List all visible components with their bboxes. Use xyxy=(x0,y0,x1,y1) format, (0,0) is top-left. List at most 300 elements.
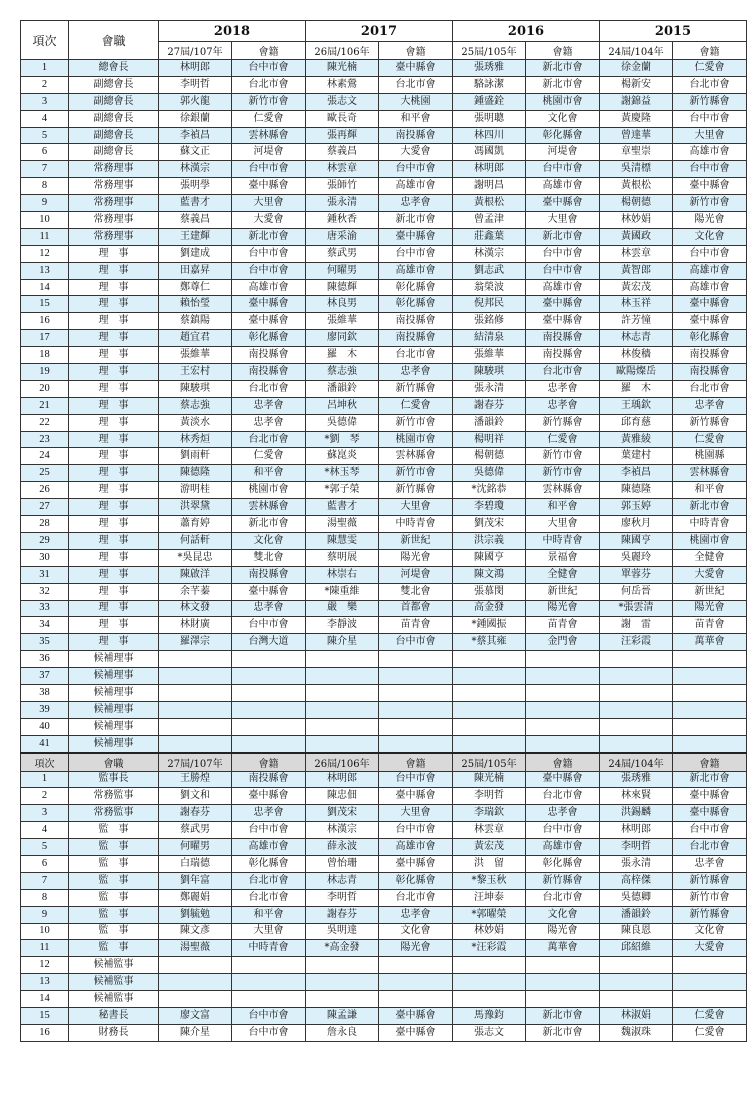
region-2015: 大愛會 xyxy=(673,940,747,957)
table-row xyxy=(21,195,747,212)
table-row xyxy=(21,448,747,465)
name-2016: 曾孟津 xyxy=(453,212,526,229)
role-cell: 監 事 xyxy=(69,839,159,856)
name-2015 xyxy=(600,974,673,991)
role-cell: 副總會長 xyxy=(69,144,159,161)
name-2016: 劉志武 xyxy=(453,262,526,279)
region-2017: 臺中縣會 xyxy=(379,60,453,77)
name-2017: 嚴 樂 xyxy=(306,600,379,617)
name-2017: 蔡義昌 xyxy=(306,144,379,161)
region-2016: 雲林縣會 xyxy=(526,482,600,499)
role-cell: 理 事 xyxy=(69,245,159,262)
name-2017: 何曜男 xyxy=(306,262,379,279)
name-2018 xyxy=(159,684,232,701)
name-2018 xyxy=(159,701,232,718)
role-cell: 監 事 xyxy=(69,872,159,889)
table-row xyxy=(21,805,747,822)
region-2015 xyxy=(673,991,747,1008)
index-cell: 29 xyxy=(21,532,69,549)
name-2016: 張琇雅 xyxy=(453,60,526,77)
region-2015: 台北市會 xyxy=(673,380,747,397)
index-cell: 2 xyxy=(21,76,69,93)
table-row xyxy=(21,178,747,195)
region-2015 xyxy=(673,718,747,735)
region-2016: 陽光會 xyxy=(526,600,600,617)
index-cell: 3 xyxy=(21,805,69,822)
region-2018: 臺中縣會 xyxy=(232,788,306,805)
region-2016: 台北市會 xyxy=(526,364,600,381)
table-row xyxy=(21,974,747,991)
role-cell: 候補理事 xyxy=(69,684,159,701)
name-2018: 白瑞德 xyxy=(159,855,232,872)
region-2015: 忠孝會 xyxy=(673,397,747,414)
region-2015: 新竹縣會 xyxy=(673,872,747,889)
role-cell: 理 事 xyxy=(69,465,159,482)
region-2016: 忠孝會 xyxy=(526,805,600,822)
role-cell: 常務理事 xyxy=(69,178,159,195)
name-2016 xyxy=(453,651,526,668)
name-2017: 藍書才 xyxy=(306,499,379,516)
name-2016 xyxy=(453,718,526,735)
name-2015: 章聖崇 xyxy=(600,144,673,161)
region-2015: 臺中縣會 xyxy=(673,296,747,313)
role-cell: 理 事 xyxy=(69,549,159,566)
table-row xyxy=(21,380,747,397)
term-header: 27屆/107年 xyxy=(159,753,232,772)
index-cell: 6 xyxy=(21,144,69,161)
table-row xyxy=(21,822,747,839)
name-2015: 黃宏茂 xyxy=(600,279,673,296)
name-2018: 張維華 xyxy=(159,347,232,364)
role-cell: 監 事 xyxy=(69,940,159,957)
region-2017: 忠孝會 xyxy=(379,195,453,212)
name-2018: 陳文彥 xyxy=(159,923,232,940)
index-cell: 13 xyxy=(21,974,69,991)
table-row xyxy=(21,499,747,516)
role-cell: 理 事 xyxy=(69,499,159,516)
role-cell: 理 事 xyxy=(69,516,159,533)
index-cell: 34 xyxy=(21,617,69,634)
region-2015: 南投縣會 xyxy=(673,364,747,381)
role-cell: 理 事 xyxy=(69,347,159,364)
name-2016: 馮國凱 xyxy=(453,144,526,161)
name-2017: 吳明達 xyxy=(306,923,379,940)
index-cell: 14 xyxy=(21,991,69,1008)
role-cell: 秘書長 xyxy=(69,1007,159,1024)
table-row xyxy=(21,347,747,364)
region-2015: 新竹縣會 xyxy=(673,906,747,923)
region-2017: 南投縣會 xyxy=(379,127,453,144)
role-cell: 理 事 xyxy=(69,482,159,499)
name-2018: 游明桂 xyxy=(159,482,232,499)
region-2017: 臺中縣會 xyxy=(379,788,453,805)
name-2016: 翁榮波 xyxy=(453,279,526,296)
region-2016: 南投縣會 xyxy=(526,330,600,347)
role-cell: 理 事 xyxy=(69,313,159,330)
region-2017: 彰化縣會 xyxy=(379,872,453,889)
index-cell: 3 xyxy=(21,93,69,110)
region-2015 xyxy=(673,651,747,668)
name-2017: 陳介星 xyxy=(306,634,379,651)
region-2016: 台北市會 xyxy=(526,889,600,906)
role-cell: 理 事 xyxy=(69,617,159,634)
region-2018: 桃園市會 xyxy=(232,482,306,499)
name-2016: 楊朝德 xyxy=(453,448,526,465)
region-2016: 和平會 xyxy=(526,499,600,516)
region-2018: 文化會 xyxy=(232,532,306,549)
table-row xyxy=(21,245,747,262)
name-2018: 何話軒 xyxy=(159,532,232,549)
index-cell: 23 xyxy=(21,431,69,448)
role-cell: 理 事 xyxy=(69,279,159,296)
region-2018: 南投縣會 xyxy=(232,771,306,788)
region-2016 xyxy=(526,651,600,668)
region-2016: 苗青會 xyxy=(526,617,600,634)
region-2018: 南投縣會 xyxy=(232,364,306,381)
name-2018: 郭火龍 xyxy=(159,93,232,110)
name-2015: 郭玉婷 xyxy=(600,499,673,516)
region-2016 xyxy=(526,991,600,1008)
region-2018: 大里會 xyxy=(232,923,306,940)
name-2016: 張慕閔 xyxy=(453,583,526,600)
name-2015: 黃國政 xyxy=(600,228,673,245)
name-2018: 林明郎 xyxy=(159,60,232,77)
name-2016: 陳駿琪 xyxy=(453,364,526,381)
name-2015: 林明郎 xyxy=(600,822,673,839)
index-cell: 8 xyxy=(21,889,69,906)
table-row xyxy=(21,110,747,127)
name-2017: *高金發 xyxy=(306,940,379,957)
region-2015: 大愛會 xyxy=(673,566,747,583)
region-2017 xyxy=(379,684,453,701)
name-2015: 徐金蘭 xyxy=(600,60,673,77)
name-2018: 陳駿琪 xyxy=(159,380,232,397)
region-2017: 彰化縣會 xyxy=(379,296,453,313)
region-2015 xyxy=(673,735,747,752)
name-2015: 廖秋月 xyxy=(600,516,673,533)
index-cell: 5 xyxy=(21,839,69,856)
region-2018: 台中市會 xyxy=(232,1007,306,1024)
index-cell: 1 xyxy=(21,771,69,788)
name-2018: 劉建成 xyxy=(159,245,232,262)
name-2015: 張琇雅 xyxy=(600,771,673,788)
name-2017: 謝春芬 xyxy=(306,906,379,923)
region-2016: 台中市會 xyxy=(526,822,600,839)
table-row xyxy=(21,228,747,245)
name-2016: 謝春芬 xyxy=(453,397,526,414)
name-2018: 劉年富 xyxy=(159,872,232,889)
role-cell: 理 事 xyxy=(69,397,159,414)
region-2018: 忠孝會 xyxy=(232,805,306,822)
table-row xyxy=(21,940,747,957)
region-2016: 臺中縣會 xyxy=(526,195,600,212)
region-2016: 忠孝會 xyxy=(526,397,600,414)
name-2017: 詹永良 xyxy=(306,1024,379,1041)
region-2017: 大里會 xyxy=(379,499,453,516)
region-2018: 台北市會 xyxy=(232,76,306,93)
region-2015: 台中市會 xyxy=(673,822,747,839)
region-2016: 高雄市會 xyxy=(526,839,600,856)
name-2017: 吳德偉 xyxy=(306,414,379,431)
name-2016 xyxy=(453,991,526,1008)
role-cell: 監 事 xyxy=(69,923,159,940)
region-2015: 新竹市會 xyxy=(673,195,747,212)
name-2018: 田嘉昇 xyxy=(159,262,232,279)
index-cell: 11 xyxy=(21,228,69,245)
name-2018: 何曜男 xyxy=(159,839,232,856)
region-2018: 台中市會 xyxy=(232,245,306,262)
index-cell: 8 xyxy=(21,178,69,195)
region-2015: 仁愛會 xyxy=(673,431,747,448)
region-2017: 台北市會 xyxy=(379,347,453,364)
region-2016: 新北市會 xyxy=(526,1024,600,1041)
name-2015 xyxy=(600,668,673,685)
role-cell: 理 事 xyxy=(69,330,159,347)
region-2015: 高雄市會 xyxy=(673,144,747,161)
table-row xyxy=(21,212,747,229)
table-row xyxy=(21,600,747,617)
region-2018: 台北市會 xyxy=(232,431,306,448)
name-2015: 黃智郎 xyxy=(600,262,673,279)
region-2015: 新竹縣會 xyxy=(673,414,747,431)
name-2017: 林崇右 xyxy=(306,566,379,583)
index-cell: 5 xyxy=(21,127,69,144)
table-row xyxy=(21,991,747,1008)
index-cell: 16 xyxy=(21,1024,69,1041)
region-2018: 雲林縣會 xyxy=(232,499,306,516)
table-row xyxy=(21,532,747,549)
term-header: 24屆/104年 xyxy=(600,753,673,772)
table-row xyxy=(21,923,747,940)
role-cell: 常務理事 xyxy=(69,161,159,178)
region-2016 xyxy=(526,668,600,685)
name-2016: 莊鑫葉 xyxy=(453,228,526,245)
region-2018 xyxy=(232,991,306,1008)
region-2016: 金門會 xyxy=(526,634,600,651)
name-2017: 陳光楠 xyxy=(306,60,379,77)
table-row xyxy=(21,651,747,668)
region-2016: 台北市會 xyxy=(526,788,600,805)
region-2017: 高雄市會 xyxy=(379,262,453,279)
role-cell: 監事長 xyxy=(69,771,159,788)
region-2015: 新北市會 xyxy=(673,771,747,788)
name-2015 xyxy=(600,651,673,668)
table-row xyxy=(21,279,747,296)
region-2018: 台北市會 xyxy=(232,380,306,397)
region-2017: 桃園市會 xyxy=(379,431,453,448)
index-cell: 1 xyxy=(21,60,69,77)
region-2018: 和平會 xyxy=(232,906,306,923)
year-2017: 2017 xyxy=(306,21,453,42)
region-2018 xyxy=(232,668,306,685)
name-2017: 陳慧雯 xyxy=(306,532,379,549)
name-2015: 黃雅綾 xyxy=(600,431,673,448)
table-row xyxy=(21,906,747,923)
name-2017: 歐長奇 xyxy=(306,110,379,127)
region-2018: 仁愛會 xyxy=(232,448,306,465)
region-2015 xyxy=(673,668,747,685)
name-2015: 單蓉芬 xyxy=(600,566,673,583)
region-2015: 苗青會 xyxy=(673,617,747,634)
index-cell: 30 xyxy=(21,549,69,566)
role-cell: 監 事 xyxy=(69,906,159,923)
region-2017 xyxy=(379,974,453,991)
name-2018: 林財廣 xyxy=(159,617,232,634)
role-cell: 常務監事 xyxy=(69,788,159,805)
index-cell: 15 xyxy=(21,1007,69,1024)
supervisor-rows xyxy=(21,771,747,1041)
region-2017 xyxy=(379,718,453,735)
region-2017: 大桃園 xyxy=(379,93,453,110)
role-cell: 副總會長 xyxy=(69,127,159,144)
role-cell: 副總會長 xyxy=(69,76,159,93)
name-2018: 李禎昌 xyxy=(159,127,232,144)
role-cell: 理 事 xyxy=(69,364,159,381)
name-2016: 林四川 xyxy=(453,127,526,144)
name-2016: 高金發 xyxy=(453,600,526,617)
region-2017: 台中市會 xyxy=(379,161,453,178)
index-cell: 27 xyxy=(21,499,69,516)
name-2015: 李明哲 xyxy=(600,839,673,856)
index-cell: 24 xyxy=(21,448,69,465)
role-cell: 常務理事 xyxy=(69,228,159,245)
region-2017: 文化會 xyxy=(379,923,453,940)
name-2015: 歐陽燦岳 xyxy=(600,364,673,381)
region-2018: 和平會 xyxy=(232,465,306,482)
region-2017: 雙北會 xyxy=(379,583,453,600)
region-2018: 台灣大道 xyxy=(232,634,306,651)
index-cell: 4 xyxy=(21,110,69,127)
region-2017: 新世紀 xyxy=(379,532,453,549)
name-2017: 陳孟謙 xyxy=(306,1007,379,1024)
role-cell: 候補監事 xyxy=(69,991,159,1008)
region-2016: 新北市會 xyxy=(526,1007,600,1024)
name-2017: 羅 木 xyxy=(306,347,379,364)
region-2016: 萬華會 xyxy=(526,940,600,957)
region-2018: 臺中縣會 xyxy=(232,583,306,600)
region-2016 xyxy=(526,957,600,974)
year-2016: 2016 xyxy=(453,21,600,42)
name-2017: *林玉琴 xyxy=(306,465,379,482)
table-row xyxy=(21,296,747,313)
region-2018 xyxy=(232,684,306,701)
region-2017 xyxy=(379,991,453,1008)
name-2018 xyxy=(159,718,232,735)
name-2018: 林漢宗 xyxy=(159,161,232,178)
name-2017 xyxy=(306,735,379,752)
name-2016 xyxy=(453,684,526,701)
index-cell: 10 xyxy=(21,212,69,229)
region-2018 xyxy=(232,701,306,718)
index-header: 項次 xyxy=(21,21,69,60)
name-2015: 高梓傑 xyxy=(600,872,673,889)
region-2017: 臺中縣會 xyxy=(379,1007,453,1024)
region-2015: 全健會 xyxy=(673,549,747,566)
name-2018: 賴怡瑩 xyxy=(159,296,232,313)
table-row xyxy=(21,76,747,93)
name-2015: 林玉祥 xyxy=(600,296,673,313)
region-2017 xyxy=(379,735,453,752)
name-2016: 張銘修 xyxy=(453,313,526,330)
table-row xyxy=(21,465,747,482)
name-2018: 鄭麗娟 xyxy=(159,889,232,906)
name-2015: 黃慶隆 xyxy=(600,110,673,127)
region-2018: 仁愛會 xyxy=(232,110,306,127)
table-row xyxy=(21,684,747,701)
name-2016: 謝明昌 xyxy=(453,178,526,195)
name-2016: 鍾盛銓 xyxy=(453,93,526,110)
region-2018: 忠孝會 xyxy=(232,600,306,617)
region-2016: 高雄市會 xyxy=(526,178,600,195)
name-2017: 陳忠佃 xyxy=(306,788,379,805)
table-row xyxy=(21,583,747,600)
name-2017: 呂坤秋 xyxy=(306,397,379,414)
name-2015: 林俊穡 xyxy=(600,347,673,364)
name-2017 xyxy=(306,651,379,668)
region-2015: 台中市會 xyxy=(673,161,747,178)
name-2016 xyxy=(453,957,526,974)
name-2016: 劉茂宋 xyxy=(453,516,526,533)
index-cell: 36 xyxy=(21,651,69,668)
name-2017: 陳德輝 xyxy=(306,279,379,296)
region-2016: 中時青會 xyxy=(526,532,600,549)
region-2016 xyxy=(526,701,600,718)
name-2018: 王勝煌 xyxy=(159,771,232,788)
name-2018: 蔡義昌 xyxy=(159,212,232,229)
name-2015 xyxy=(600,701,673,718)
region-2018: 中時青會 xyxy=(232,940,306,957)
role-cell: 理 事 xyxy=(69,262,159,279)
region-header: 會籍 xyxy=(526,753,600,772)
name-2017: 林良男 xyxy=(306,296,379,313)
index-cell: 9 xyxy=(21,195,69,212)
region-2016: 彰化縣會 xyxy=(526,855,600,872)
name-2016: 吳德偉 xyxy=(453,465,526,482)
region-header: 會籍 xyxy=(232,42,306,60)
region-2018: 南投縣會 xyxy=(232,566,306,583)
name-2018: 林文發 xyxy=(159,600,232,617)
role-cell: 理 事 xyxy=(69,600,159,617)
region-2015: 和平會 xyxy=(673,482,747,499)
year-header-row xyxy=(21,21,747,42)
role-header: 會職 xyxy=(69,753,159,772)
region-2017: 高雄市會 xyxy=(379,839,453,856)
name-2016: *沈銘恭 xyxy=(453,482,526,499)
region-2016 xyxy=(526,684,600,701)
role-cell: 監 事 xyxy=(69,855,159,872)
region-2018: 台中市會 xyxy=(232,1024,306,1041)
name-2017: 蔡明展 xyxy=(306,549,379,566)
name-2016: 洪宗義 xyxy=(453,532,526,549)
table-row xyxy=(21,313,747,330)
term-header: 27屆/107年 xyxy=(159,42,232,60)
region-2018: 台中市會 xyxy=(232,262,306,279)
name-2015: 吳麗玲 xyxy=(600,549,673,566)
table-row xyxy=(21,855,747,872)
region-2016: 新竹市會 xyxy=(526,448,600,465)
region-2017: 苗青會 xyxy=(379,617,453,634)
name-2017: 張師竹 xyxy=(306,178,379,195)
name-2015 xyxy=(600,684,673,701)
region-2018: 臺中縣會 xyxy=(232,296,306,313)
term-header: 26屆/106年 xyxy=(306,42,379,60)
table-row xyxy=(21,718,747,735)
name-2015: 林來賢 xyxy=(600,788,673,805)
region-2018: 新竹市會 xyxy=(232,93,306,110)
table-row xyxy=(21,93,747,110)
index-cell: 16 xyxy=(21,313,69,330)
region-2017 xyxy=(379,651,453,668)
